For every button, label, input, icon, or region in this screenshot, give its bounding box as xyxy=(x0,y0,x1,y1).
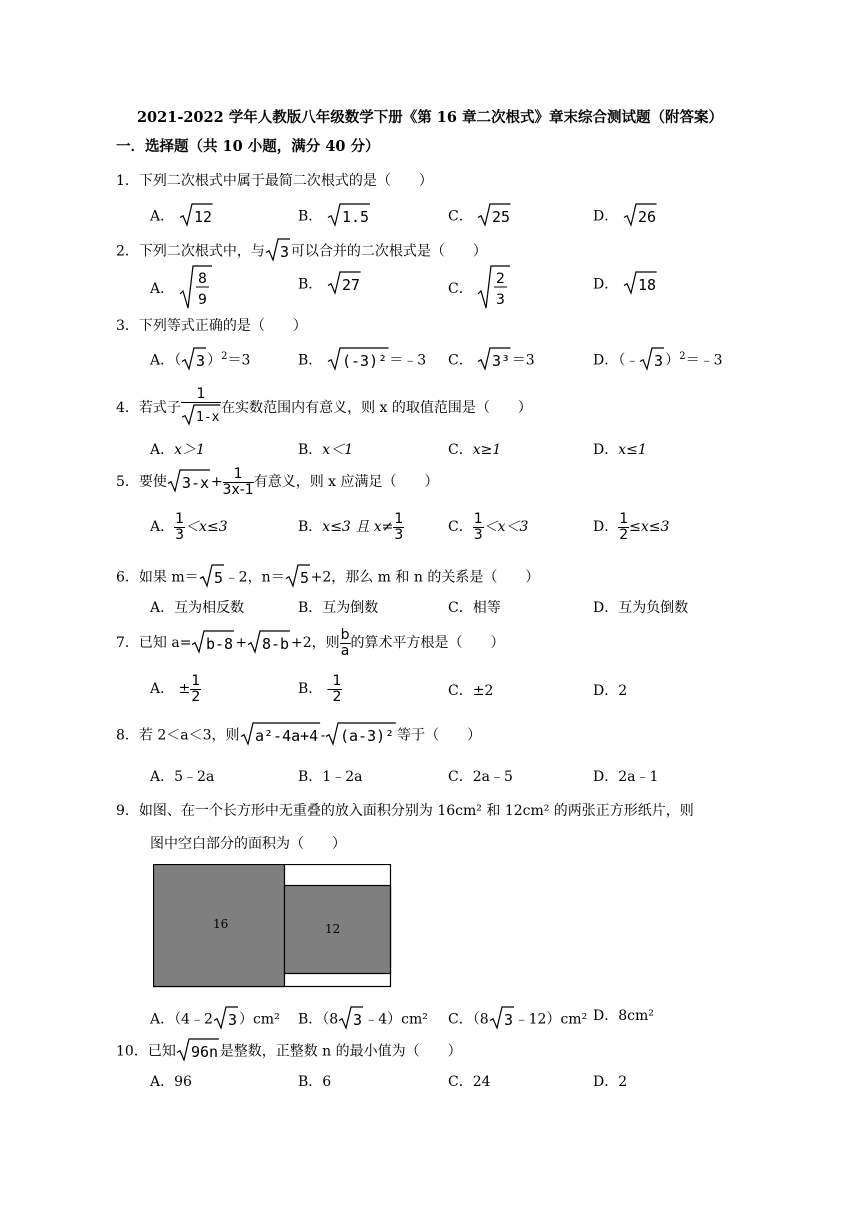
radical-sign xyxy=(285,563,311,588)
question-8: 8．若 2＜a＜3，则 a²-4a+4 - (a-3)² 等于（ ） xyxy=(116,721,481,750)
svg-text:9: 9 xyxy=(197,292,207,308)
question-2: 2．下列二次根式中，与 3 可以合并的二次根式是（ ） xyxy=(116,237,487,266)
radical-fraction xyxy=(179,264,213,310)
radical-sign xyxy=(327,202,371,227)
question-9: 9．如图、在一个长方形中无重叠的放入面积分别为 16cm² 和 12cm² 的两张正方形纸片，则 xyxy=(116,803,694,819)
option-a: A．（ 3 ）$^2$＝3 xyxy=(150,346,250,375)
svg-text:3: 3 xyxy=(279,243,289,261)
svg-text:5: 5 xyxy=(213,569,223,587)
radical-sign xyxy=(489,1005,515,1030)
option-a: A． ± $\frac{1}{2}$ xyxy=(150,673,201,705)
svg-text:8-b: 8-b xyxy=(262,634,290,653)
big-square-label: 16 xyxy=(213,917,229,931)
option-c: C．2a﹣5 xyxy=(448,769,513,785)
option-b: B． (-3)² ＝﹣3 xyxy=(298,346,426,375)
option-b: B．互为倒数 xyxy=(298,600,379,616)
svg-text:18: 18 xyxy=(637,276,656,294)
radical-sign xyxy=(327,346,390,371)
option-c: C． $\frac{1}{3}$ ＜x＜3 xyxy=(448,511,529,543)
option-b: B．6 xyxy=(298,1074,332,1090)
option-d: D．x≤1 xyxy=(593,442,647,458)
svg-text:1-x: 1-x xyxy=(195,409,220,425)
option-b: B．（8 3 ﹣4）cm² xyxy=(298,1005,428,1034)
svg-text:5: 5 xyxy=(299,569,309,587)
svg-text:3: 3 xyxy=(654,352,664,370)
option-b: B．1﹣2a xyxy=(298,769,363,785)
fraction: $\frac{b}{a}$ xyxy=(340,627,350,659)
radical-sign xyxy=(176,1037,220,1062)
question-4: 4．若式子 $\frac{1}{1-x}$ 在实数范围内有意义，则 x 的取值范围是（ ） xyxy=(116,387,532,429)
radical-sign xyxy=(247,629,291,654)
radical-sign xyxy=(199,563,225,588)
option-b: B． - $\frac{1}{2}$ xyxy=(298,673,342,705)
option-b: B． 27 xyxy=(298,270,361,299)
option-c: C．（8 3 ﹣12）cm² xyxy=(448,1005,587,1034)
radical-sign xyxy=(191,629,235,654)
svg-text:2: 2 xyxy=(496,271,506,287)
page-title: 2021-2022 学年人教版八年级数学下册《第 16 章二次根式》章末综合测试题（附答案） xyxy=(136,109,724,126)
radical-sign xyxy=(639,346,665,371)
radical-sign xyxy=(477,202,512,227)
radical-sign xyxy=(179,202,214,227)
svg-text:12: 12 xyxy=(193,208,212,226)
option-a: A．5﹣2a xyxy=(150,769,215,785)
option-a: A． $\frac{1}{3}$ ＜x≤3 xyxy=(150,511,228,543)
svg-text:3: 3 xyxy=(353,1011,363,1029)
section-heading: 一．选择题（共 10 小题，满分 40 分） xyxy=(116,138,380,155)
option-a: A．x＞1 xyxy=(150,442,205,458)
radical-sign xyxy=(338,1005,364,1030)
radical-sign xyxy=(623,270,658,295)
question-6: 6．如果 m＝ 5 ﹣2，n＝ 5 +2，那么 m 和 n 的关系是（ ） xyxy=(116,563,539,592)
radical-sign xyxy=(240,721,321,746)
option-d: D． $\frac{1}{2}$ ≤x≤3 xyxy=(593,511,670,543)
svg-text:96n: 96n xyxy=(190,1043,218,1061)
option-d: D． 18 xyxy=(593,270,657,299)
option-d: D．2 xyxy=(593,1074,628,1090)
radical-sign xyxy=(213,1005,239,1030)
option-c: C．相等 xyxy=(448,600,501,616)
svg-text:3: 3 xyxy=(196,352,206,370)
radical-sign xyxy=(181,403,221,426)
question-5: 5．要使 3-x + $\frac{1}{3x-1}$ 有意义，则 x 应满足（ ） xyxy=(116,466,439,498)
option-d: D．2 xyxy=(593,683,628,699)
option-a: A．互为相反数 xyxy=(150,600,245,616)
question-10: 10．已知 96n 是整数，正整数 n 的最小值为（ ） xyxy=(116,1037,462,1066)
option-c: C． 25 xyxy=(448,202,512,231)
svg-text:3-x: 3-x xyxy=(181,473,210,492)
small-square-label: 12 xyxy=(325,922,341,936)
question-1: 1．下列二次根式中属于最简二次根式的是（ ） xyxy=(116,173,433,189)
option-c: C．x≥1 xyxy=(448,442,502,458)
svg-text:25: 25 xyxy=(492,208,511,226)
option-b: B．x≤3 且 x≠ $\frac{1}{3}$ xyxy=(298,511,404,543)
radical-sign xyxy=(325,721,397,746)
option-a: A． 8 9 xyxy=(150,264,213,314)
fraction: $\frac{1}{1-x}$ xyxy=(181,387,221,429)
radical-fraction xyxy=(477,264,511,310)
fraction: $\frac{1}{3x-1}$ xyxy=(222,466,254,498)
figure-rectangle-squares xyxy=(153,864,393,988)
svg-text:3: 3 xyxy=(227,1011,237,1029)
svg-text:3: 3 xyxy=(496,292,506,308)
option-d: D．2a﹣1 xyxy=(593,769,659,785)
option-a: A．96 xyxy=(150,1074,192,1090)
radical-sign xyxy=(167,468,211,493)
svg-text:8: 8 xyxy=(197,271,207,287)
svg-text:a²-4a+4: a²-4a+4 xyxy=(254,727,318,745)
svg-text:3³: 3³ xyxy=(492,352,511,370)
option-a: A． 12 xyxy=(150,202,213,231)
question-9-line2: 图中空白部分的面积为（ ） xyxy=(150,836,346,852)
svg-text:(a-3)²: (a-3)² xyxy=(340,727,395,745)
option-a: A．（4﹣2 3 ）cm² xyxy=(150,1005,280,1034)
radical-sign xyxy=(477,346,512,371)
option-c: C． 2 3 xyxy=(448,264,511,314)
option-c: C． 3³ ＝3 xyxy=(448,346,535,375)
option-d: D． 26 xyxy=(593,202,657,231)
option-c: C．24 xyxy=(448,1074,491,1090)
question-7: 7．已知 a= b-8 + 8-b +2，则 $\frac{b}{a}$ 的算术平方根是（ ） xyxy=(116,627,505,659)
radical-sign xyxy=(327,270,362,295)
svg-text:(-3)²: (-3)² xyxy=(341,352,387,370)
svg-text:26: 26 xyxy=(637,208,656,226)
option-b: B．x＜1 xyxy=(298,442,354,458)
radical-sign xyxy=(623,202,658,227)
svg-text:b-8: b-8 xyxy=(206,634,234,653)
option-d: D．8cm² xyxy=(593,1008,654,1024)
radical-sign xyxy=(265,237,291,262)
svg-text:1.5: 1.5 xyxy=(341,208,369,226)
svg-text:3: 3 xyxy=(503,1011,513,1029)
radical-sign xyxy=(181,346,207,371)
option-d: D．（﹣ 3 ）$^2$＝﹣3 xyxy=(593,346,723,375)
svg-text:27: 27 xyxy=(341,276,360,294)
option-b: B． 1.5 xyxy=(298,202,371,231)
question-3: 3．下列等式正确的是（ ） xyxy=(116,318,307,334)
option-c: C．±2 xyxy=(448,683,494,699)
option-d: D．互为负倒数 xyxy=(593,600,689,616)
